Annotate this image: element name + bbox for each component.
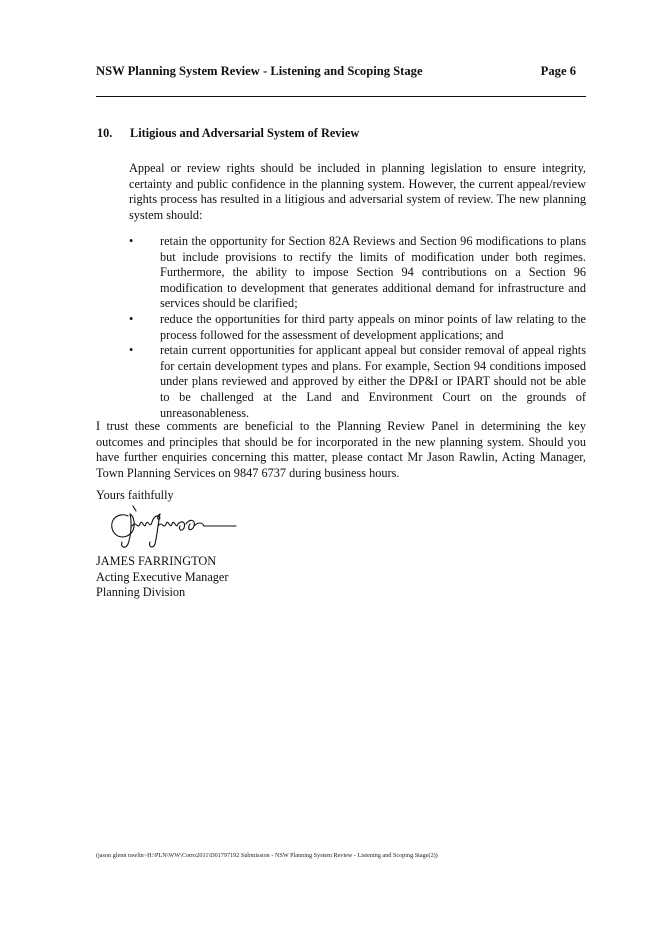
bullet-item bbox=[129, 312, 586, 343]
bullet-text: retain the opportunity for Section 82A Reviews and Section 96 modifications to plans but include provisions to rectify the limits of modification under both regimes. Furthermore, the ability to impose Section 94 contributions on a Section 96 modification to development that generates additional demand for infrastructure and services should be clarified; bbox=[160, 234, 586, 311]
header-divider bbox=[96, 96, 586, 97]
page-number: Page 6 bbox=[540, 64, 576, 78]
signatory-block bbox=[96, 554, 228, 601]
footer-file-path: (jason glenn rawlin~H:\PLN\WW\Corro2011\D01797192 Submission - NSW Planning System Review - Listening and Scoping Stage(2)) bbox=[96, 852, 438, 859]
signatory-division: Planning Division bbox=[96, 585, 186, 600]
page-header bbox=[96, 64, 586, 84]
header-title: NSW Planning System Review - Listening and Scoping Stage bbox=[96, 64, 423, 78]
handwritten-signature bbox=[100, 502, 240, 552]
bullet-text: reduce the opportunities for third party appeals on minor points of law relating to the process followed for the assessment of development applications; and bbox=[160, 311, 586, 342]
bullet-icon: • bbox=[129, 234, 134, 248]
section-title: Litigious and Adversarial System of Review bbox=[130, 126, 360, 140]
bullet-text: retain current opportunities for applicant appeal but consider removal of appeal rights for certain development types and plans. For example, Section 94 conditions imposed under plans reviewed and approved by either the DP&I or IPART should not be able to be challenged at the Land and Environment Court on the grounds of unreasonableness. bbox=[160, 343, 586, 420]
bullet-item bbox=[129, 234, 586, 312]
bullet-item bbox=[129, 343, 586, 421]
signatory-name: JAMES FARRINGTON bbox=[96, 554, 217, 568]
section-number: 10. bbox=[97, 126, 113, 140]
bullet-icon: • bbox=[129, 311, 134, 326]
signatory-position: Acting Executive Manager bbox=[96, 569, 229, 584]
bullet-list bbox=[129, 234, 586, 421]
section-heading bbox=[97, 126, 359, 141]
salutation: Yours faithfully bbox=[96, 488, 174, 502]
intro-paragraph: Appeal or review rights should be included in planning legislation to ensure integrity, certainty and public confidence in the planning system. However, the current appeal/review rights process has resulted in a litigious and adversarial system of review. The new planning system should: bbox=[129, 161, 586, 222]
bullet-icon: • bbox=[129, 343, 134, 358]
closing-paragraph: I trust these comments are beneficial to the Planning Review Panel in determining the key outcomes and principles that should be for incorporated in the new planning system. Should you have further enquiries concerning this matter, please contact Mr Jason Rawlin, Acting Manager, Town Planning Services on 9847 6737 during business hours. bbox=[96, 419, 586, 480]
